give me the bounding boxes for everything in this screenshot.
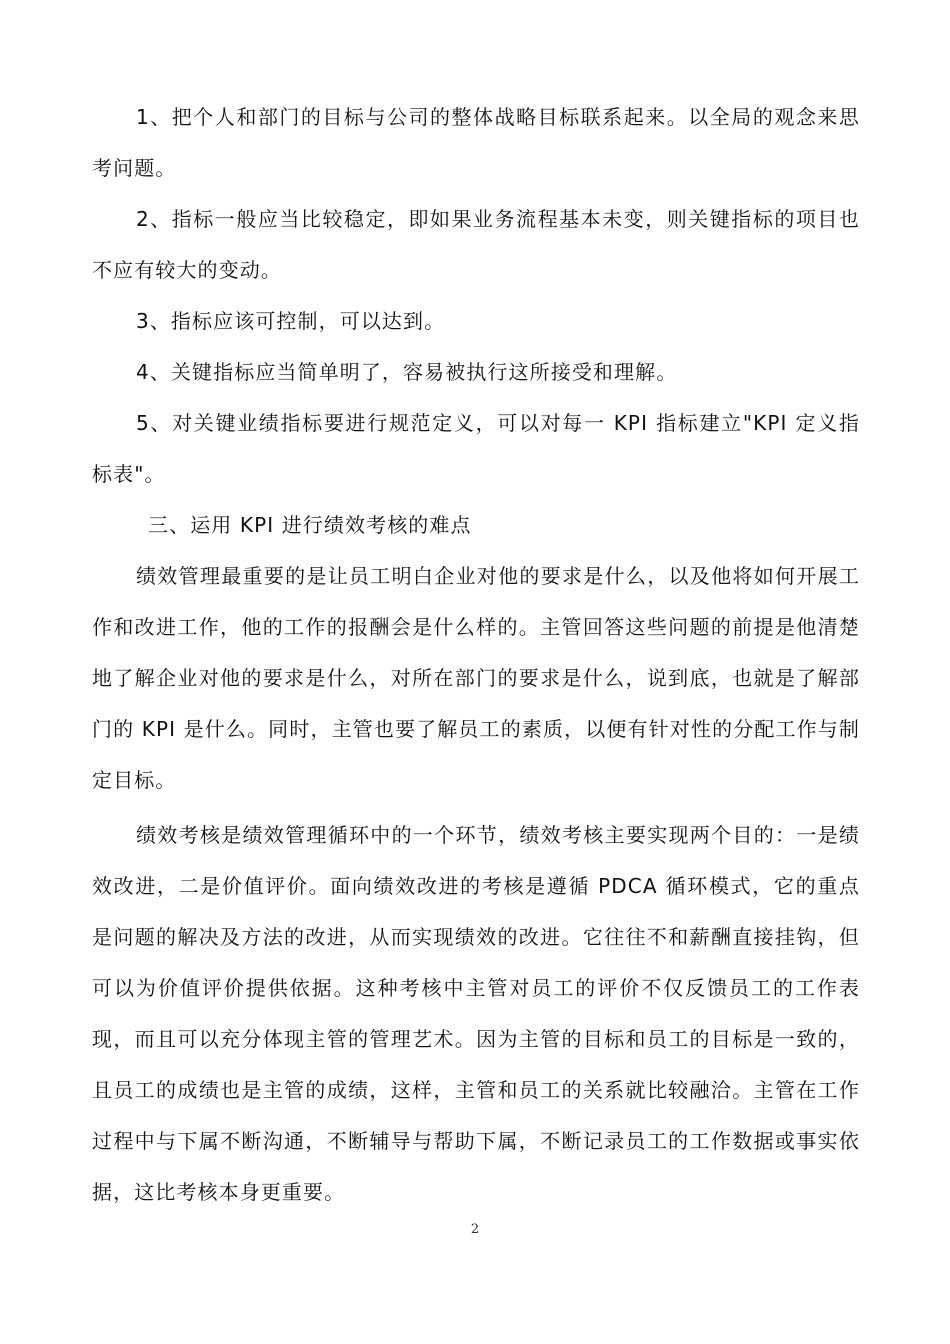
section-heading: 三、运用 KPI 进行绩效考核的难点 bbox=[148, 513, 472, 537]
body-paragraph: 绩效管理最重要的是让员工明白企业对他的要求是什么，以及他将如何开展工作和改进工作，他的工作的报酬会是什么样的。主管回答这些问题的前提是他清楚地了解企业对他的要求是什么，对所在部门的要求是什么，说到底，也就是了解部门的 KPI 是什么。同时，主管也要了解员工的素质，以便有针对性的分配工作与制定目标。 bbox=[92, 564, 860, 792]
list-item: 1、把个人和部门的目标与公司的整体战略目标联系起来。以全局的观念来思考问题。 bbox=[92, 105, 860, 180]
list-item: 4、关键指标应当简单明了，容易被执行这所接受和理解。 bbox=[136, 360, 678, 384]
list-item: 2、指标一般应当比较稳定，即如果业务流程基本未变，则关键指标的项目也不应有较大的变动。 bbox=[92, 207, 860, 282]
list-item: 3、指标应该可控制，可以达到。 bbox=[136, 309, 446, 333]
body-paragraph: 绩效考核是绩效管理循环中的一个环节，绩效考核主要实现两个目的：一是绩效改进，二是价值评价。面向绩效改进的考核是遵循 PDCA 循环模式，它的重点是问题的解决及方法的改进，从而实现绩效的改进。它往往不和薪酬直接挂钩，但可以为价值评价提供依据。这种考核中主管对员工的评价不仅反馈员工的工作表现，而且可以充分体现主管的管理艺术。因为主管的目标和员工的目标是一致的，且员工的成绩也是主管的成绩，这样，主管和员工的关系就比较融洽。主管在工作过程中与下属不断沟通，不断辅导与帮助下属，不断记录员工的工作数据或事实依据，这比考核本身更重要。 bbox=[92, 823, 860, 1204]
page-number: 2 bbox=[470, 1222, 480, 1237]
list-item: 5、对关键业绩指标要进行规范定义，可以对每一 KPI 指标建立"KPI 定义指标表"。 bbox=[92, 411, 860, 486]
document-body bbox=[92, 92, 860, 1218]
